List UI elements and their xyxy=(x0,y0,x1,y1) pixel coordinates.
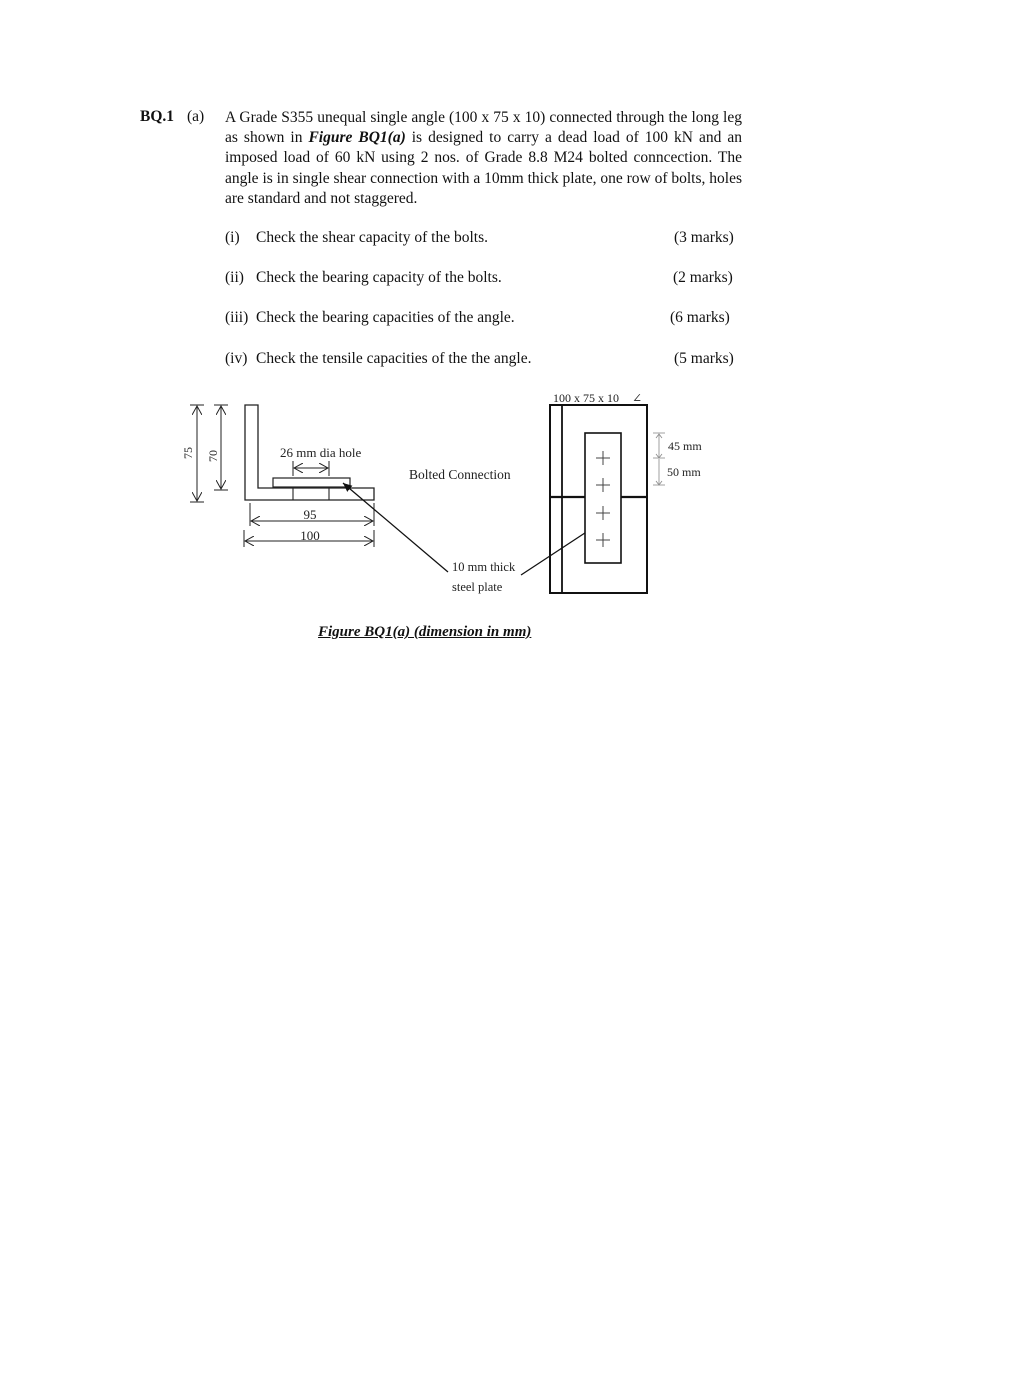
subpart-text: Check the bearing capacity of the bolts. xyxy=(256,269,502,286)
question-number: BQ.1 xyxy=(140,108,175,125)
dimension-100 xyxy=(244,528,374,547)
dim-95-label: 95 xyxy=(303,507,317,522)
section-label: 100 x 75 x 10 xyxy=(553,391,619,405)
spacing-dimensions xyxy=(653,433,665,485)
subpart-roman: (iv) xyxy=(225,350,248,367)
subpart-roman: (i) xyxy=(225,229,240,246)
subpart-roman: (iii) xyxy=(225,309,249,326)
subpart-text: Check the bearing capacities of the angle. xyxy=(256,309,515,326)
plate-label-line-2: steel plate xyxy=(452,580,503,594)
figure-reference: Figure BQ1(a) xyxy=(308,129,406,147)
dimension-75 xyxy=(181,405,204,502)
dim-50-label: 50 mm xyxy=(667,465,701,479)
subpart-roman: (ii) xyxy=(225,269,244,286)
subpart-marks: (5 marks) xyxy=(674,350,734,367)
angle-symbol-icon: ∠ xyxy=(632,391,643,405)
subpart-marks: (3 marks) xyxy=(674,229,734,246)
bolted-connection-label: Bolted Connection xyxy=(409,467,511,482)
subpart-text: Check the tensile capacities of the the angle. xyxy=(256,350,532,367)
dim-100-label: 100 xyxy=(300,528,320,543)
dim-75-label: 75 xyxy=(181,447,195,459)
subpart-marks: (2 marks) xyxy=(673,269,733,286)
hole-dimension xyxy=(280,445,361,476)
plate-label-line-1: 10 mm thick xyxy=(452,560,516,574)
hole-label: 26 mm dia hole xyxy=(280,445,362,460)
dimension-70 xyxy=(206,405,228,490)
figure-bq1a xyxy=(0,0,1018,660)
plan-view xyxy=(550,405,647,593)
dim-70-label: 70 xyxy=(206,450,220,462)
question-text-2: is designed to carry a dead load of 100 kN and an imposed load of 60 kN using 2 nos. of Grade 8.8 M24 bolted conncection. The angle is in single shear connection with a 10mm thick plate, one row of bolts, holes are standard and not staggered. xyxy=(225,129,742,207)
figure-caption: Figure BQ1(a) (dimension in mm) xyxy=(318,624,532,640)
subpart-text: Check the shear capacity of the bolts. xyxy=(256,229,488,246)
question-text-1: A Grade S355 unequal single angle (100 x 75 x 10) connected through the long leg as shown in xyxy=(225,109,742,147)
subpart-marks: (6 marks) xyxy=(670,309,730,326)
question-part: (a) xyxy=(187,108,205,125)
steel-plate-section xyxy=(273,478,350,500)
dimension-95 xyxy=(250,503,374,526)
dim-45-label: 45 mm xyxy=(668,439,702,453)
